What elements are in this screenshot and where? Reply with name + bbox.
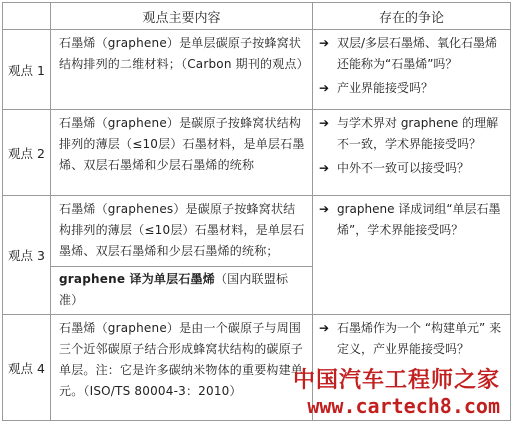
dispute-cell [313,110,511,196]
dispute-item: ➔ 中外不一致可以接受吗？ [319,158,506,179]
arrow-right-icon: ➔ [319,116,330,130]
arrow-right-icon: ➔ [319,161,330,175]
header-content: 观点主要内容 [51,3,313,30]
watermark-cn: 中国汽车工程师之家 [292,367,500,393]
dispute-item: ➔ 产业界能接受吗？ [319,78,506,99]
dispute-cell [313,30,511,110]
row-label: 观点 4 [3,315,51,421]
view-content: 石墨烯（graphene）是由一个碳原子与周围三个近邻碳原子结合形成蜂窝状结构的碳原子单层。注：它是许多碳纳米物体的重要构建单元。（ISO/TS 80004-3：2010） [51,315,313,421]
view-content: 石墨烯（graphene）是碳原子按蜂窝状结构排列的薄层（≤10层）石墨材料，是单层石墨烯、双层石墨烯和少层石墨烯的统称 [51,110,313,196]
view-content: 石墨烯（graphene）是单层碳原子按蜂窝状结构排列的二维材料；（Carbon 期刊的观点） [51,30,313,110]
comparison-table [2,2,511,421]
header-dispute: 存在的争论 [313,3,511,30]
view-note: （国内联盟标准） [59,272,289,307]
row-label: 观点 1 [3,30,51,110]
dispute-item: ➔ 与学术界对 graphene 的理解不一致，学术界能接受吗？ [319,113,506,155]
view-bold-text: graphene 译为单层石墨烯 [59,272,215,286]
table-row [3,196,511,315]
watermark-url: www.cartech8.com [307,394,500,418]
header-row [3,3,511,30]
arrow-right-icon: ➔ [319,81,330,95]
dispute-cell [313,196,511,315]
table-row [3,110,511,196]
view-subnote [51,266,312,311]
watermark [293,363,500,418]
table-row [3,30,511,110]
arrow-right-icon: ➔ [319,202,330,216]
view-content [51,196,313,315]
dispute-item: ➔ 石墨烯作为一个 “构建单元” 来定义，产业界能接受吗？ [319,318,506,360]
arrow-right-icon: ➔ [319,321,330,335]
view-text: 石墨烯（graphenes）是碳原子按蜂窝状结构排列的薄层（≤10层）石墨材料，是单层石墨烯、双层石墨烯和少层石墨烯的统称； [59,202,305,258]
header-empty [3,3,51,30]
dispute-item: ➔ 双层/多层石墨烯、氧化石墨烯还能称为“石墨烯”吗？ [319,33,506,75]
row-label: 观点 3 [3,196,51,315]
dispute-item: ➔ graphene 译成词组“单层石墨烯”，学术界能接受吗？ [319,199,506,241]
arrow-right-icon: ➔ [319,36,330,50]
row-label: 观点 2 [3,110,51,196]
